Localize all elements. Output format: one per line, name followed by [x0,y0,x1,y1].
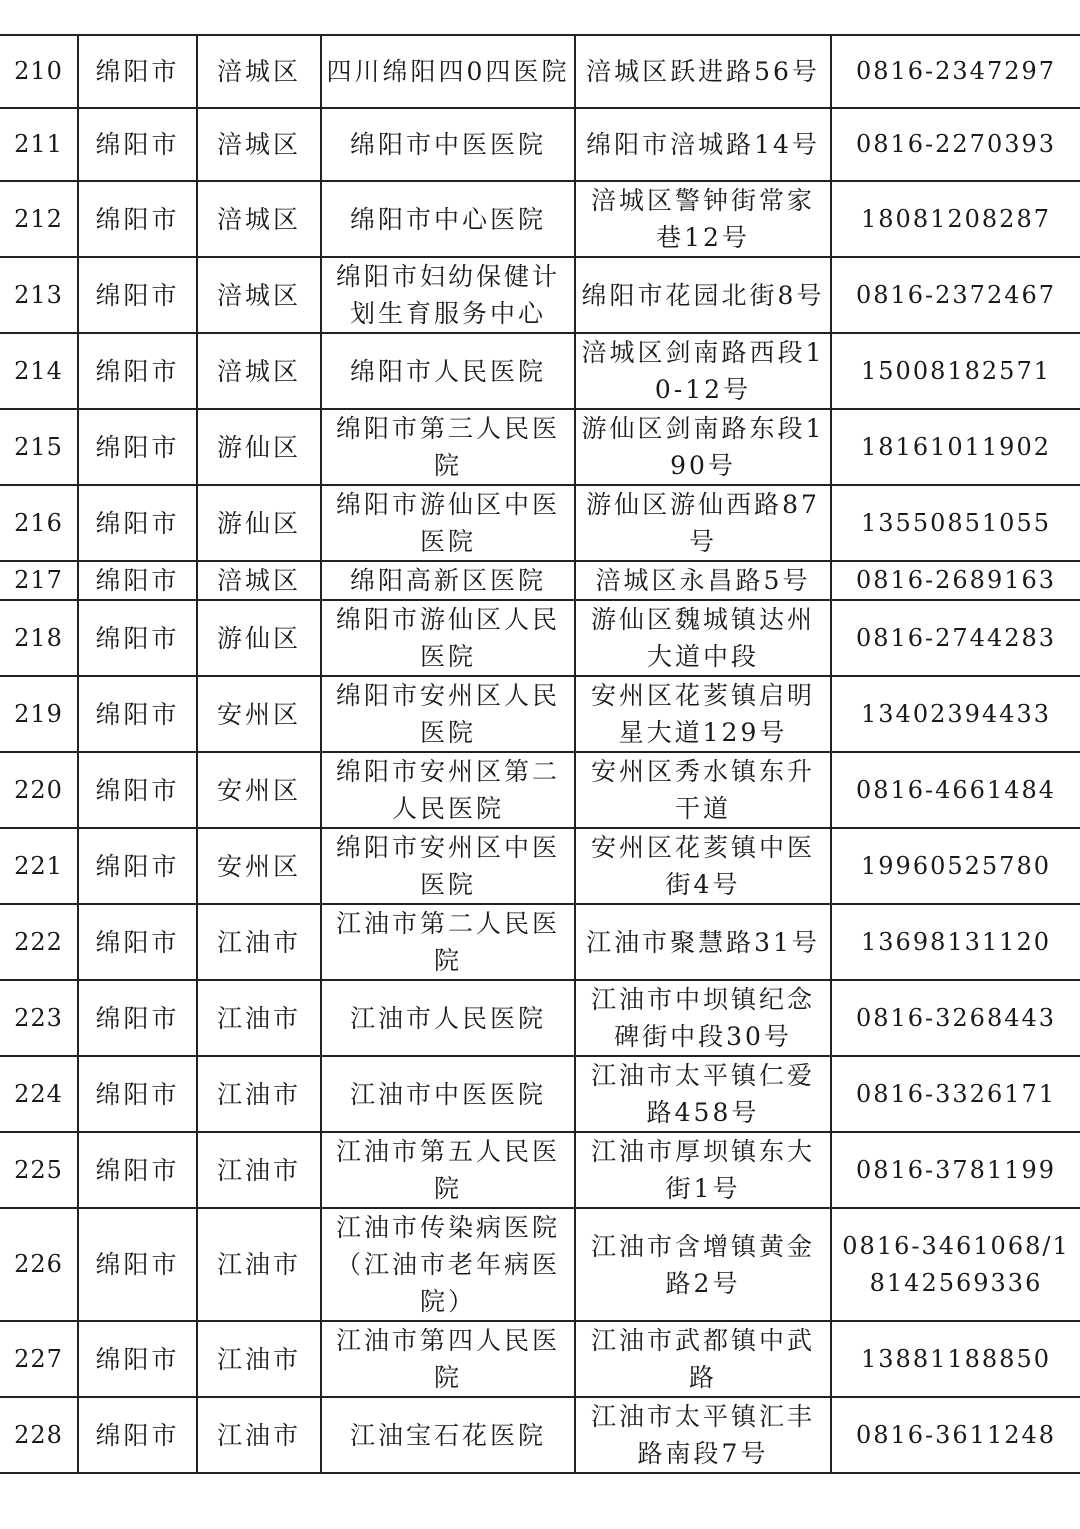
city-cell: 绵阳市 [78,1208,197,1321]
row-number-cell: 217 [0,561,78,600]
hospital-name-cell: 绵阳市第三人民医院 [321,409,575,485]
address-cell: 涪城区警钟街常家巷12号 [575,181,831,257]
district-cell: 江油市 [197,1132,321,1208]
hospital-table-body [0,35,1080,1473]
city-cell: 绵阳市 [78,108,197,181]
hospital-name-cell: 绵阳市安州区中医医院 [321,828,575,904]
district-cell: 游仙区 [197,600,321,676]
city-cell: 绵阳市 [78,181,197,257]
city-cell: 绵阳市 [78,35,197,108]
city-cell: 绵阳市 [78,1132,197,1208]
hospital-name-cell: 江油市第五人民医院 [321,1132,575,1208]
city-cell: 绵阳市 [78,409,197,485]
hospital-name-cell: 江油宝石花医院 [321,1397,575,1473]
row-number-cell: 214 [0,333,78,409]
table-row [0,752,1080,828]
address-cell: 游仙区剑南路东段190号 [575,409,831,485]
phone-cell: 0816-3781199 [831,1132,1080,1208]
table-row [0,409,1080,485]
address-cell: 江油市中坝镇纪念碑街中段30号 [575,980,831,1056]
city-cell: 绵阳市 [78,676,197,752]
table-row [0,600,1080,676]
address-cell: 江油市太平镇仁爱路458号 [575,1056,831,1132]
phone-cell: 19960525780 [831,828,1080,904]
city-cell: 绵阳市 [78,752,197,828]
phone-cell: 0816-4661484 [831,752,1080,828]
row-number-cell: 222 [0,904,78,980]
row-number-cell: 211 [0,108,78,181]
district-cell: 涪城区 [197,561,321,600]
table-row [0,1321,1080,1397]
row-number-cell: 212 [0,181,78,257]
table-row [0,1132,1080,1208]
phone-cell: 18081208287 [831,181,1080,257]
table-row [0,676,1080,752]
district-cell: 江油市 [197,1056,321,1132]
row-number-cell: 224 [0,1056,78,1132]
hospital-name-cell: 江油市传染病医院（江油市老年病医院） [321,1208,575,1321]
hospital-name-cell: 绵阳市中医医院 [321,108,575,181]
row-number-cell: 221 [0,828,78,904]
table-row [0,181,1080,257]
district-cell: 安州区 [197,752,321,828]
hospital-name-cell: 江油市人民医院 [321,980,575,1056]
hospital-name-cell: 江油市第二人民医院 [321,904,575,980]
address-cell: 江油市太平镇汇丰路南段7号 [575,1397,831,1473]
row-number-cell: 218 [0,600,78,676]
phone-cell: 0816-2372467 [831,257,1080,333]
table-row [0,108,1080,181]
district-cell: 江油市 [197,1397,321,1473]
hospital-name-cell: 绵阳高新区医院 [321,561,575,600]
hospital-table [0,34,1080,1474]
table-row [0,35,1080,108]
hospital-name-cell: 绵阳市游仙区中医医院 [321,485,575,561]
city-cell: 绵阳市 [78,1056,197,1132]
city-cell: 绵阳市 [78,257,197,333]
address-cell: 绵阳市涪城路14号 [575,108,831,181]
hospital-name-cell: 绵阳市妇幼保健计划生育服务中心 [321,257,575,333]
row-number-cell: 219 [0,676,78,752]
hospital-name-cell: 绵阳市中心医院 [321,181,575,257]
table-row [0,904,1080,980]
phone-cell: 0816-2270393 [831,108,1080,181]
hospital-name-cell: 绵阳市安州区人民医院 [321,676,575,752]
table-row [0,980,1080,1056]
phone-cell: 0816-2689163 [831,561,1080,600]
address-cell: 涪城区永昌路5号 [575,561,831,600]
district-cell: 游仙区 [197,409,321,485]
district-cell: 江油市 [197,904,321,980]
table-row [0,333,1080,409]
table-row [0,1397,1080,1473]
phone-cell: 13402394433 [831,676,1080,752]
city-cell: 绵阳市 [78,1321,197,1397]
city-cell: 绵阳市 [78,600,197,676]
phone-cell: 0816-3611248 [831,1397,1080,1473]
district-cell: 涪城区 [197,35,321,108]
row-number-cell: 220 [0,752,78,828]
district-cell: 游仙区 [197,485,321,561]
phone-cell: 18161011902 [831,409,1080,485]
hospital-name-cell: 绵阳市安州区第二人民医院 [321,752,575,828]
district-cell: 江油市 [197,980,321,1056]
city-cell: 绵阳市 [78,980,197,1056]
address-cell: 涪城区跃进路56号 [575,35,831,108]
phone-cell: 15008182571 [831,333,1080,409]
hospital-name-cell: 绵阳市人民医院 [321,333,575,409]
phone-cell: 0816-3326171 [831,1056,1080,1132]
hospital-name-cell: 江油市第四人民医院 [321,1321,575,1397]
hospital-name-cell: 四川绵阳四0四医院 [321,35,575,108]
district-cell: 安州区 [197,676,321,752]
table-row [0,485,1080,561]
table-row [0,561,1080,600]
address-cell: 江油市厚坝镇东大街1号 [575,1132,831,1208]
district-cell: 涪城区 [197,257,321,333]
table-row [0,1056,1080,1132]
hospital-list-sheet [0,34,1080,1474]
hospital-name-cell: 江油市中医医院 [321,1056,575,1132]
address-cell: 安州区花荄镇启明星大道129号 [575,676,831,752]
row-number-cell: 223 [0,980,78,1056]
hospital-name-cell: 绵阳市游仙区人民医院 [321,600,575,676]
row-number-cell: 226 [0,1208,78,1321]
row-number-cell: 228 [0,1397,78,1473]
address-cell: 安州区秀水镇东升干道 [575,752,831,828]
row-number-cell: 215 [0,409,78,485]
city-cell: 绵阳市 [78,333,197,409]
city-cell: 绵阳市 [78,561,197,600]
phone-cell: 0816-2744283 [831,600,1080,676]
city-cell: 绵阳市 [78,904,197,980]
district-cell: 涪城区 [197,108,321,181]
city-cell: 绵阳市 [78,828,197,904]
address-cell: 游仙区游仙西路87号 [575,485,831,561]
address-cell: 绵阳市花园北街8号 [575,257,831,333]
address-cell: 江油市武都镇中武路 [575,1321,831,1397]
district-cell: 安州区 [197,828,321,904]
table-row [0,257,1080,333]
phone-cell: 13698131120 [831,904,1080,980]
phone-cell: 0816-3461068/18142569336 [831,1208,1080,1321]
district-cell: 江油市 [197,1208,321,1321]
row-number-cell: 225 [0,1132,78,1208]
row-number-cell: 213 [0,257,78,333]
row-number-cell: 210 [0,35,78,108]
address-cell: 江油市含增镇黄金路2号 [575,1208,831,1321]
phone-cell: 0816-2347297 [831,35,1080,108]
district-cell: 涪城区 [197,181,321,257]
phone-cell: 13550851055 [831,485,1080,561]
phone-cell: 0816-3268443 [831,980,1080,1056]
row-number-cell: 216 [0,485,78,561]
phone-cell: 13881188850 [831,1321,1080,1397]
address-cell: 安州区花荄镇中医街4号 [575,828,831,904]
table-row [0,828,1080,904]
table-row [0,1208,1080,1321]
address-cell: 江油市聚慧路31号 [575,904,831,980]
city-cell: 绵阳市 [78,1397,197,1473]
row-number-cell: 227 [0,1321,78,1397]
address-cell: 涪城区剑南路西段10-12号 [575,333,831,409]
district-cell: 涪城区 [197,333,321,409]
district-cell: 江油市 [197,1321,321,1397]
city-cell: 绵阳市 [78,485,197,561]
address-cell: 游仙区魏城镇达州大道中段 [575,600,831,676]
